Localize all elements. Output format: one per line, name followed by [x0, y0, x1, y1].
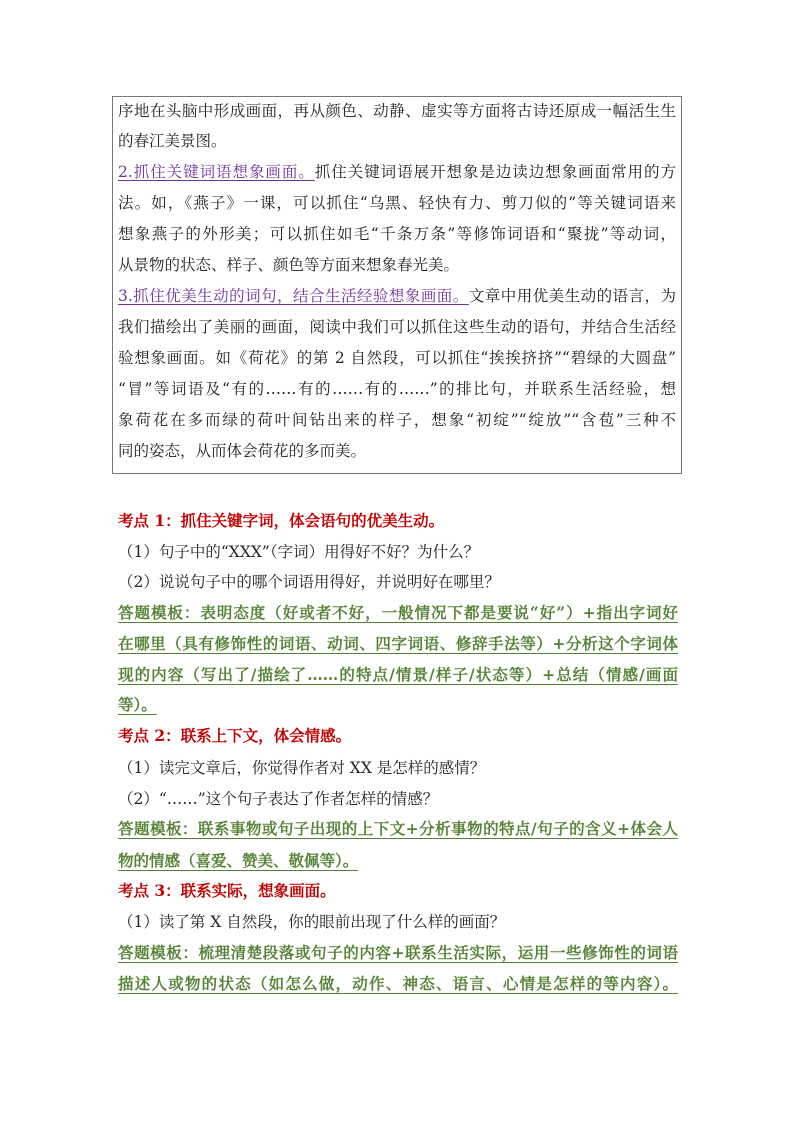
box-text-line: 我们描绘出了美丽的画面，阅读中我们可以抓住这些生动的语句，并结合生活经	[118, 318, 676, 336]
box-text-line: 的春江美景图。	[118, 132, 227, 150]
point-1-question: （1）句子中的“XXX”（字词）用得好不好？为什么？	[118, 543, 480, 561]
point-1-template-line: 在哪里（具有修饰性的词语、动词、四字词语、修辞手法等）+分析这个字词体	[118, 634, 678, 653]
point-2-template-line: 物的情感（喜爱、赞美、敬佩等）。	[118, 851, 359, 870]
point-2-template-line: 答题模板：联系事物或句子出现的上下文+分析事物的特点/句子的含义+体会人	[118, 819, 678, 838]
point-1-template-line: 现的内容（写出了/描绘了……的特点/情景/样子/状态等）+总结（情感/画面	[118, 665, 678, 684]
box-text-line: 法。如，《燕子》一课，可以抓住“乌黑、轻快有力、剪刀似的”等关键词语来	[118, 194, 676, 212]
point-1-template-line: 等）。	[118, 695, 157, 714]
point-1-template-line: 答题模板：表明态度（好或者不好，一般情况下都是要说“好”）+指出字词好	[118, 603, 678, 622]
method-2-first-line	[118, 162, 676, 182]
box-text-line: 验想象画面。如《荷花》的第 2 自然段，可以抓住“挨挨挤挤”“碧绿的大圆盘”	[118, 349, 676, 367]
box-text-line: “冒”等词语及“有的……有的……有的……”的排比句，并联系生活经验，想	[118, 380, 676, 398]
method-2-heading: 2.抓住关键词语想象画面。	[118, 163, 315, 181]
point-2-question: （2）“……”这个句子表达了作者怎样的情感？	[118, 790, 439, 808]
method-3-heading: 3.抓住优美生动的词句，结合生活经验想象画面。	[118, 287, 469, 305]
box-text-line: 想象燕子的外形美；可以抓住如毛“千条万条”等修饰词语和“聚拢”等动词，	[118, 225, 676, 243]
point-1-title: 考点 1：抓住关键字词，体会语句的优美生动。	[118, 511, 445, 530]
point-2-question: （1）读完文章后，你觉得作者对 XX 是怎样的感情？	[118, 759, 486, 777]
method-3-first-line	[118, 286, 676, 306]
box-text-line: 从景物的状态、样子、颜色等方面来想象春光美。	[118, 256, 460, 274]
point-3-template-line: 描述人或物的状态（如怎么做，动作、神态、语言、心情是怎样的等内容）。	[118, 974, 678, 993]
point-3-question: （1）读了第 X 自然段，你的眼前出现了什么样的画面？	[118, 913, 506, 931]
point-2-title: 考点 2：联系上下文，体会情感。	[118, 726, 352, 745]
box-text-line: 同的姿态，从而体会荷花的多而美。	[118, 442, 367, 460]
point-1-question: （2）说说句子中的哪个词语用得好，并说明好在哪里？	[118, 573, 500, 591]
box-text-line: 序地在头脑中形成画面，再从颜色、动静、虚实等方面将古诗还原成一幅活生生	[118, 102, 676, 120]
method-2-text: 抓住关键词语展开想象是边读边想象画面常用的方	[314, 163, 676, 181]
box-text-line: 象荷花在多而绿的荷叶间钻出来的样子，想象“初绽”“绽放”“含苞”三种不	[118, 411, 676, 429]
point-3-title: 考点 3：联系实际，想象画面。	[118, 881, 336, 900]
point-3-template-line: 答题模板：梳理清楚段落或句子的内容+联系生活实际，运用一些修饰性的词语	[118, 943, 678, 962]
method-3-text: 文章中用优美生动的语言，为	[468, 287, 676, 305]
